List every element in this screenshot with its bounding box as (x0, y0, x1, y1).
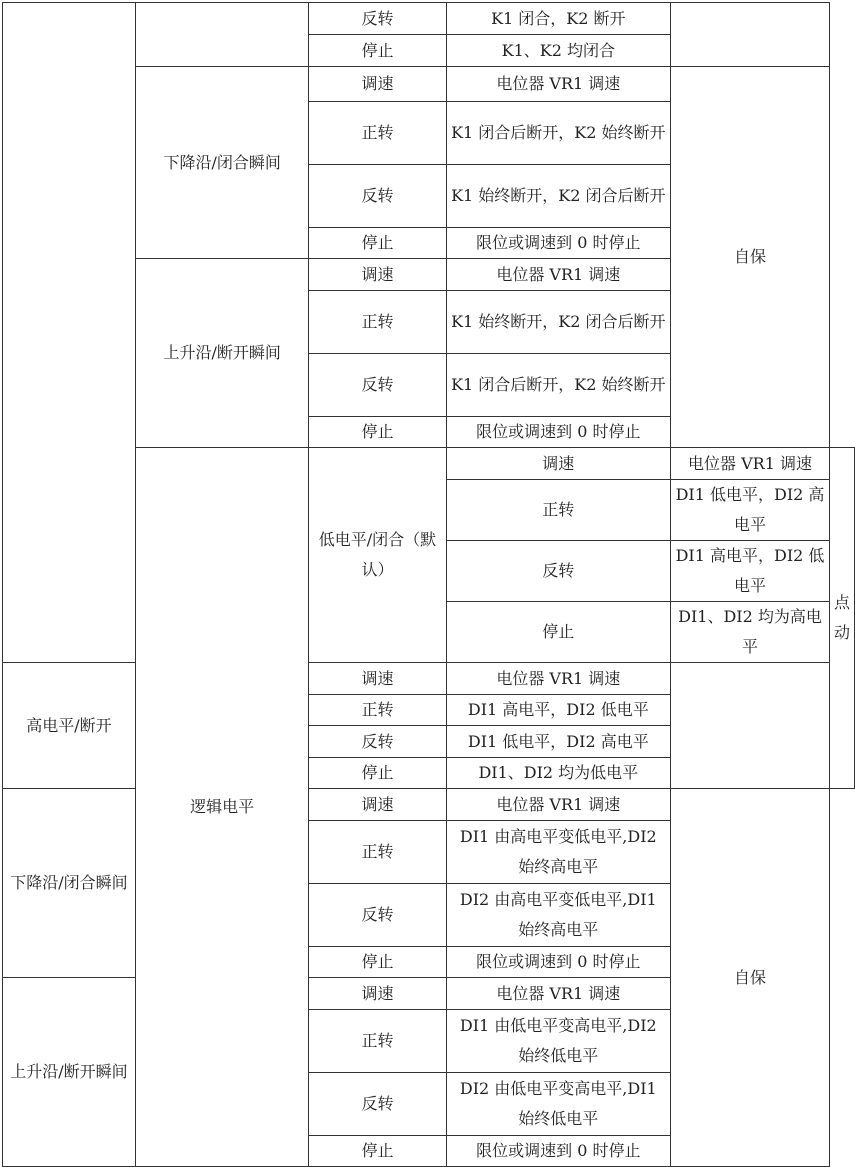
action-cell: 调速 (309, 978, 446, 1010)
description-cell: DI1 低电平，DI2 高电平 (671, 480, 830, 541)
action-cell: 正转 (309, 821, 446, 884)
action-cell: 反转 (309, 726, 446, 758)
action-cell: 调速 (309, 789, 446, 821)
action-cell: 反转 (309, 884, 446, 947)
action-cell: 调速 (309, 67, 446, 102)
action-cell: 停止 (309, 758, 446, 789)
table-row (3, 663, 855, 695)
mode-cell: 自保 (671, 789, 830, 1167)
mode-cell: 点动 (829, 448, 854, 789)
action-cell: 反转 (309, 3, 446, 35)
description-cell: DI1 由低电平变高电平,DI2 始终低电平 (446, 1010, 671, 1073)
trigger-cell: 上升沿/断开瞬间 (135, 259, 308, 448)
action-cell: 反转 (309, 1073, 446, 1136)
description-cell: 电位器 VR1 调速 (446, 67, 671, 102)
action-cell: 正转 (309, 291, 446, 354)
description-cell: 电位器 VR1 调速 (446, 663, 671, 695)
description-cell: 电位器 VR1 调速 (671, 448, 830, 480)
description-cell: DI1 低电平，DI2 高电平 (446, 726, 671, 758)
description-cell: K1 闭合后断开，K2 始终断开 (446, 102, 671, 165)
table-row (3, 789, 855, 821)
description-cell: 电位器 VR1 调速 (446, 978, 671, 1010)
category-cell-relay (3, 3, 136, 663)
trigger-cell: 低电平/闭合（默认） (309, 448, 446, 663)
trigger-cell: 高电平/断开 (3, 663, 136, 789)
description-cell: 限位或调速到 0 时停止 (446, 1136, 671, 1167)
description-cell: K1 闭合，K2 断开 (446, 3, 671, 35)
mode-cell: 自保 (671, 67, 830, 448)
description-cell: DI1、DI2 均为低电平 (446, 758, 671, 789)
action-cell: 调速 (309, 663, 446, 695)
description-cell: 电位器 VR1 调速 (446, 259, 671, 291)
action-cell: 正转 (309, 102, 446, 165)
description-cell: DI1 高电平，DI2 低电平 (446, 695, 671, 726)
description-cell: K1、K2 均闭合 (446, 35, 671, 67)
trigger-cell: 上升沿/断开瞬间 (3, 978, 136, 1167)
action-cell: 停止 (309, 417, 446, 448)
action-cell: 停止 (309, 1136, 446, 1167)
action-cell: 反转 (446, 541, 671, 602)
description-cell: 限位或调速到 0 时停止 (446, 417, 671, 448)
description-cell: DI2 由低电平变高电平,DI1 始终低电平 (446, 1073, 671, 1136)
action-cell: 反转 (309, 165, 446, 228)
action-cell: 反转 (309, 354, 446, 417)
control-mode-table (2, 2, 855, 1167)
description-cell: 限位或调速到 0 时停止 (446, 228, 671, 259)
action-cell: 正转 (446, 480, 671, 541)
action-cell: 调速 (446, 448, 671, 480)
action-cell: 停止 (446, 602, 671, 663)
action-cell: 正转 (309, 1010, 446, 1073)
mode-cell-empty (671, 3, 830, 67)
description-cell: K1 始终断开，K2 闭合后断开 (446, 165, 671, 228)
action-cell: 停止 (309, 35, 446, 67)
description-cell: DI2 由高电平变低电平,DI1 始终高电平 (446, 884, 671, 947)
action-cell: 停止 (309, 947, 446, 978)
action-cell: 调速 (309, 259, 446, 291)
trigger-cell: 下降沿/闭合瞬间 (3, 789, 136, 978)
action-cell: 停止 (309, 228, 446, 259)
trigger-cell: 下降沿/闭合瞬间 (135, 67, 308, 259)
description-cell: K1 始终断开，K2 闭合后断开 (446, 291, 671, 354)
category-cell-logic: 逻辑电平 (135, 448, 308, 1167)
description-cell: K1 闭合后断开，K2 始终断开 (446, 354, 671, 417)
description-cell: 电位器 VR1 调速 (446, 789, 671, 821)
action-cell: 正转 (309, 695, 446, 726)
description-cell: DI1、DI2 均为高电平 (671, 602, 830, 663)
table-row (3, 3, 855, 35)
description-cell: DI1 由高电平变低电平,DI2 始终高电平 (446, 821, 671, 884)
description-cell: 限位或调速到 0 时停止 (446, 947, 671, 978)
trigger-cell-empty (135, 3, 308, 67)
description-cell: DI1 高电平，DI2 低电平 (671, 541, 830, 602)
